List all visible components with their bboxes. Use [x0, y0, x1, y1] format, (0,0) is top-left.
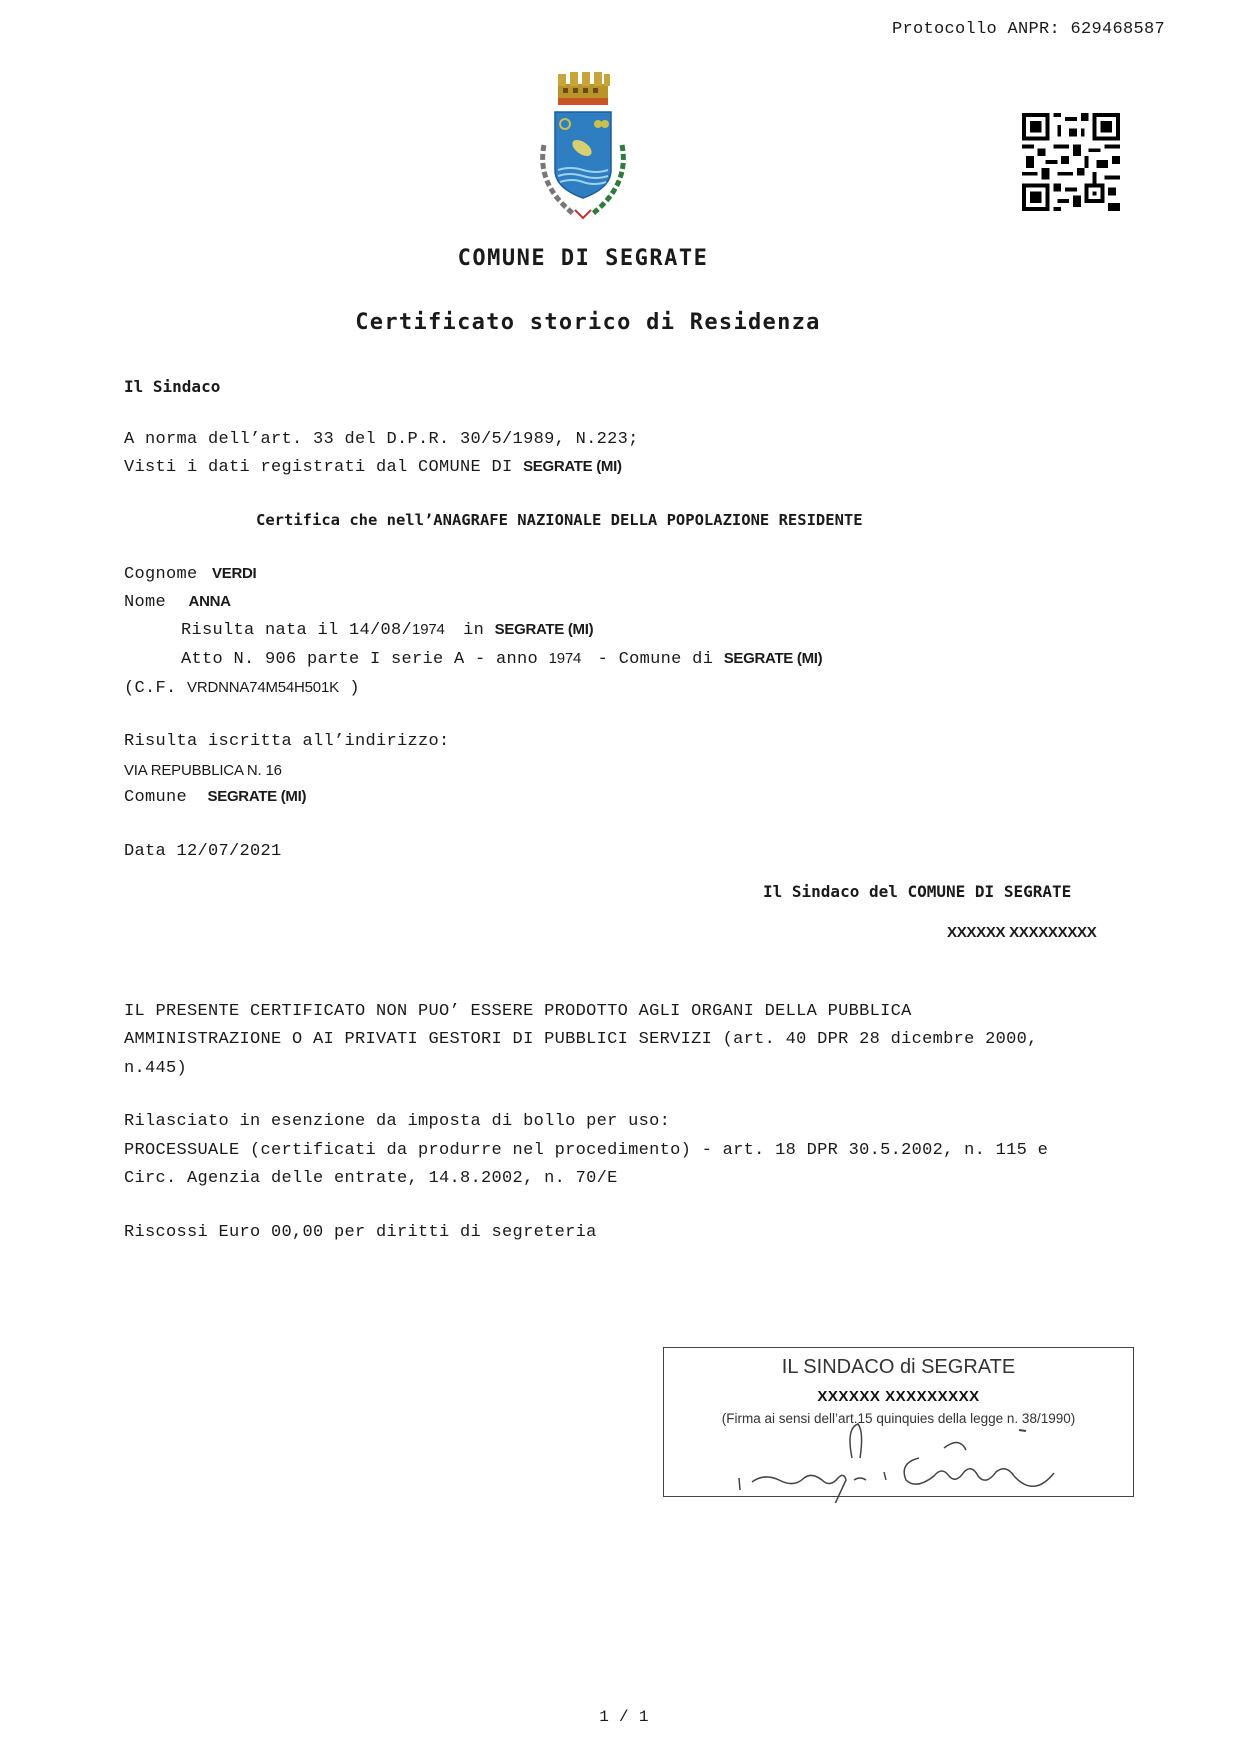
address-street: VIA REPUBBLICA N. 16 [124, 762, 282, 779]
signature-box-title: IL SINDACO di SEGRATE [781, 1356, 1016, 1378]
bollo-line-2: PROCESSUALE (certificati da produrre nel procedimento) - art. 18 DPR 30.5.2002, n. 115 e [124, 1141, 1049, 1160]
cf-prefix: (C.F. [124, 679, 177, 698]
handwritten-signature-icon [734, 1418, 1074, 1503]
nome-value: ANNA [188, 593, 231, 610]
signature-box-note: (Firma ai sensi dell’art.15 quinquies della legge n. 38/1990) [721, 1411, 1076, 1426]
nome-row [124, 593, 231, 612]
signer-name: XXXXXX XXXXXXXXX [947, 924, 1097, 941]
atto-year: 1974 [548, 650, 582, 667]
norma-line: A norma dell’art. 33 del D.P.R. 30/5/1989, N.223; [124, 430, 639, 449]
birth-prefix: Risulta nata il 14/08/ [181, 621, 413, 640]
bollo-line-3: Circ. Agenzia delle entrate, 14.8.2002, n. 70/E [124, 1169, 618, 1188]
protocollo-number: Protocollo ANPR: 629468587 [892, 20, 1166, 39]
nome-label: Nome [124, 593, 167, 612]
address-comune: SEGRATE (MI) [207, 788, 307, 805]
page-number: 1 / 1 [599, 1708, 649, 1726]
atto-row [181, 650, 822, 669]
visti-line [124, 458, 622, 477]
certifica-line: Certifica che nell’ANAGRAFE NAZIONALE DELLA POPOLAZIONE RESIDENTE [256, 511, 863, 529]
notice-line-2: AMMINISTRAZIONE O AI PRIVATI GESTORI DI PUBBLICI SERVIZI (art. 40 DPR 28 dicembre 2000, [124, 1030, 1038, 1049]
certificate-title: Certificato storico di Residenza [355, 310, 821, 335]
address-comune-label: Comune [124, 788, 188, 807]
coat-of-arms-icon [530, 70, 636, 220]
cognome-row [124, 565, 256, 584]
cognome-value: VERDI [212, 565, 257, 582]
issue-date: Data 12/07/2021 [124, 842, 282, 861]
atto-place: SEGRATE (MI) [723, 650, 823, 667]
birth-place: SEGRATE (MI) [494, 621, 594, 638]
cognome-label: Cognome [124, 565, 198, 584]
notice-line-3: n.445) [124, 1059, 188, 1078]
codice-fiscale-row [124, 679, 360, 698]
visti-comune: SEGRATE (MI) [523, 458, 622, 475]
diritti-line: Riscossi Euro 00,00 per diritti di segreteria [124, 1223, 597, 1242]
birth-year: 1974 [412, 621, 445, 638]
atto-prefix: Atto N. 906 parte I serie A - anno [181, 650, 539, 669]
cf-suffix: ) [349, 679, 360, 698]
comune-title: COMUNE DI SEGRATE [457, 246, 709, 271]
notice-line-1: IL PRESENTE CERTIFICATO NON PUO’ ESSERE PRODOTTO AGLI ORGANI DELLA PUBBLICA [124, 1002, 912, 1021]
bollo-line-1: Rilasciato in esenzione da imposta di bollo per uso: [124, 1112, 671, 1131]
signer-title: Il Sindaco del COMUNE DI SEGRATE [763, 882, 1072, 901]
sindaco-heading: Il Sindaco [124, 377, 221, 396]
qr-code-icon [1022, 113, 1120, 211]
birth-in: in [463, 621, 485, 640]
visti-prefix: Visti i dati registrati dal COMUNE DI [124, 458, 524, 477]
address-label: Risulta iscritta all’indirizzo: [124, 732, 450, 751]
atto-mid: - Comune di [597, 650, 714, 669]
birth-row [181, 621, 593, 640]
address-comune-row [124, 788, 306, 807]
codice-fiscale: VRDNNA74M54H501K [187, 679, 339, 696]
signature-box [663, 1347, 1134, 1497]
signature-box-name: XXXXXX XXXXXXXXX [817, 1388, 980, 1405]
